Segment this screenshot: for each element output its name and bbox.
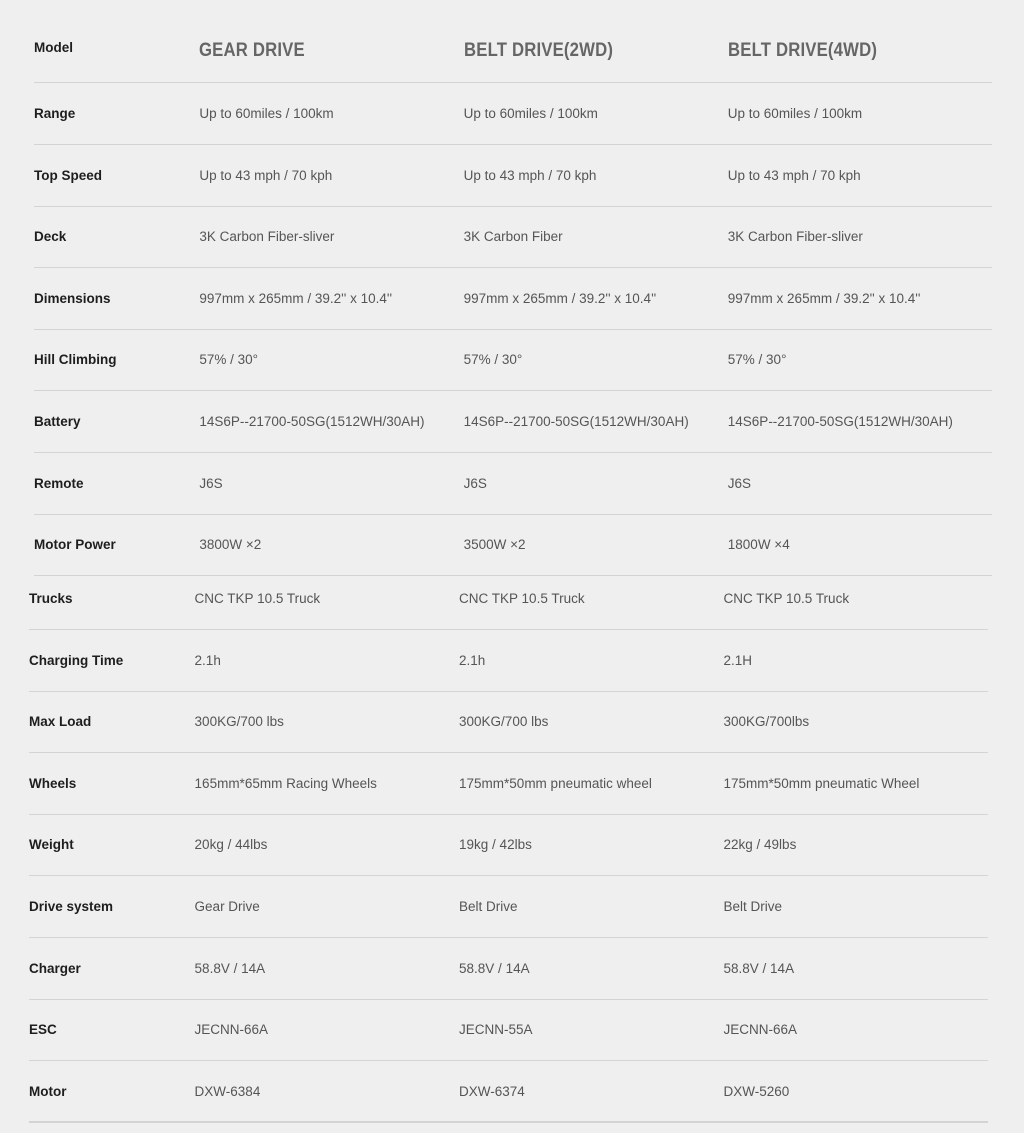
table-row xyxy=(34,391,992,453)
row-value-col-3: 3K Carbon Fiber-sliver xyxy=(727,229,863,244)
row-value-col-2: JECNN-55A xyxy=(459,1022,533,1037)
table-row xyxy=(34,83,992,145)
row-value-col-3: 175mm*50mm pneumatic Wheel xyxy=(723,776,920,791)
row-value-col-3: 57% / 30° xyxy=(727,352,787,367)
row-value-col-2: 19kg / 42lbs xyxy=(459,837,532,852)
table-row xyxy=(29,999,988,1061)
row-label: Drive system xyxy=(29,899,114,914)
table-header-row xyxy=(34,20,992,83)
table-bottom-divider xyxy=(29,1121,988,1122)
row-value-col-1: 57% / 30° xyxy=(199,352,259,367)
row-value-col-1: Gear Drive xyxy=(194,899,260,914)
row-value-col-3: Belt Drive xyxy=(723,899,783,914)
row-label: Range xyxy=(34,106,76,121)
row-label: Deck xyxy=(34,229,67,244)
row-label: Dimensions xyxy=(34,291,111,306)
table-row xyxy=(34,329,992,391)
header-label: Model xyxy=(34,39,73,55)
row-value-col-1: 165mm*65mm Racing Wheels xyxy=(194,776,377,791)
row-label: Weight xyxy=(29,837,74,852)
table-row xyxy=(29,691,988,753)
table-row xyxy=(29,814,988,876)
row-label: Max Load xyxy=(29,714,92,729)
row-value-col-1: 14S6P--21700-50SG(1512WH/30AH) xyxy=(199,414,425,429)
model-belt-drive-2wd: BELT DRIVE(2WD) xyxy=(463,40,613,61)
table-row xyxy=(29,876,988,938)
row-value-col-2: 2.1h xyxy=(459,653,486,668)
row-value-col-2: CNC TKP 10.5 Truck xyxy=(459,591,585,606)
table-row xyxy=(29,753,988,815)
row-value-col-1: DXW-6384 xyxy=(194,1084,261,1099)
table-row xyxy=(29,938,988,1000)
row-value-col-3: 300KG/700lbs xyxy=(723,714,810,729)
row-value-col-2: 300KG/700 lbs xyxy=(459,714,549,729)
table-row xyxy=(34,453,992,515)
row-value-col-1: 300KG/700 lbs xyxy=(194,714,284,729)
row-value-col-2: 175mm*50mm pneumatic wheel xyxy=(459,776,652,791)
row-value-col-2: 3500W ×2 xyxy=(463,537,526,552)
row-label: Trucks xyxy=(29,591,73,606)
row-value-col-2: Up to 60miles / 100km xyxy=(463,106,598,121)
row-value-col-1: Up to 60miles / 100km xyxy=(199,106,334,121)
row-value-col-2: 58.8V / 14A xyxy=(459,961,530,976)
row-value-col-3: JECNN-66A xyxy=(723,1022,798,1037)
table-row xyxy=(34,514,992,576)
row-value-col-1: 58.8V / 14A xyxy=(194,961,266,976)
row-label: ESC xyxy=(29,1022,57,1037)
row-value-col-3: 2.1H xyxy=(723,653,753,668)
row-label: Motor xyxy=(29,1084,67,1099)
row-label: Battery xyxy=(34,414,81,429)
row-value-col-1: Up to 43 mph / 70 kph xyxy=(199,168,333,183)
row-value-col-1: 20kg / 44lbs xyxy=(194,837,268,852)
table-row xyxy=(29,1061,988,1123)
row-label: Motor Power xyxy=(34,537,116,552)
row-value-col-3: 58.8V / 14A xyxy=(723,961,795,976)
row-value-col-2: Up to 43 mph / 70 kph xyxy=(463,168,597,183)
model-belt-drive-4wd: BELT DRIVE(4WD) xyxy=(727,40,877,61)
row-value-col-3: Up to 60miles / 100km xyxy=(727,106,863,121)
row-value-col-3: DXW-5260 xyxy=(723,1084,790,1099)
row-value-col-2: 57% / 30° xyxy=(463,352,523,367)
row-value-col-3: J6S xyxy=(727,476,752,491)
row-label: Top Speed xyxy=(34,168,103,183)
row-value-col-2: 997mm x 265mm / 39.2'' x 10.4'' xyxy=(463,291,657,306)
row-value-col-2: Belt Drive xyxy=(459,899,518,914)
row-value-col-2: DXW-6374 xyxy=(459,1084,525,1099)
row-label: Wheels xyxy=(29,776,77,791)
row-label: Charger xyxy=(29,961,81,976)
row-value-col-3: 997mm x 265mm / 39.2'' x 10.4'' xyxy=(727,291,921,306)
row-value-col-1: 2.1h xyxy=(194,653,221,668)
row-value-col-2: J6S xyxy=(463,476,487,491)
row-value-col-3: 1800W ×4 xyxy=(727,537,790,552)
table-row xyxy=(29,568,988,630)
table-row xyxy=(29,630,988,692)
row-value-col-2: 14S6P--21700-50SG(1512WH/30AH) xyxy=(463,414,689,429)
table-row xyxy=(34,268,992,330)
row-label: Hill Climbing xyxy=(34,352,117,367)
row-value-col-1: 997mm x 265mm / 39.2'' x 10.4'' xyxy=(199,291,393,306)
model-gear-drive: GEAR DRIVE xyxy=(199,40,306,61)
table-row xyxy=(34,206,992,268)
row-label: Charging Time xyxy=(29,653,124,668)
row-value-col-1: 3K Carbon Fiber-sliver xyxy=(199,229,335,244)
row-value-col-1: J6S xyxy=(199,476,223,491)
row-value-col-2: 3K Carbon Fiber xyxy=(463,229,563,244)
row-value-col-1: 3800W ×2 xyxy=(199,537,262,552)
row-value-col-3: 14S6P--21700-50SG(1512WH/30AH) xyxy=(727,414,953,429)
row-value-col-3: Up to 43 mph / 70 kph xyxy=(727,168,861,183)
row-value-col-1: JECNN-66A xyxy=(194,1022,269,1037)
row-value-col-3: CNC TKP 10.5 Truck xyxy=(723,591,850,606)
table-row xyxy=(34,145,992,207)
row-label: Remote xyxy=(34,476,84,491)
row-value-col-1: CNC TKP 10.5 Truck xyxy=(194,591,321,606)
row-value-col-3: 22kg / 49lbs xyxy=(723,837,797,852)
